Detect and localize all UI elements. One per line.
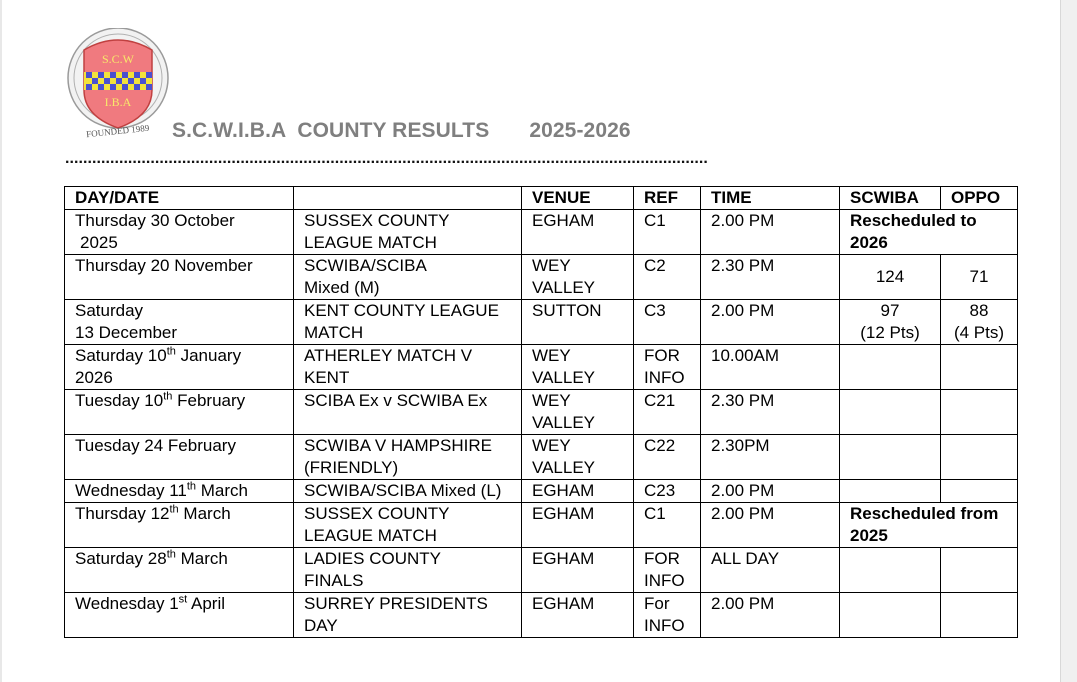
note-cell: Rescheduled from 2025: [840, 503, 1018, 548]
page-title: [172, 119, 631, 143]
date-cell: Thursday 20 November: [65, 255, 294, 300]
event-cell: LADIES COUNTY FINALS: [294, 548, 522, 593]
venue-cell: WEY VALLEY: [522, 390, 634, 435]
date-cell: Saturday 28th March: [65, 548, 294, 593]
table-header-row: [65, 187, 1018, 210]
event-cell: SCWIBA/SCIBA Mixed (M): [294, 255, 522, 300]
table-row: [65, 345, 1018, 390]
time-cell: 2.00 PM: [701, 300, 840, 345]
venue-cell: SUTTON: [522, 300, 634, 345]
event-cell: SCWIBA/SCIBA Mixed (L): [294, 480, 522, 503]
event-cell: ATHERLEY MATCH V KENT: [294, 345, 522, 390]
oppo-score-cell: 71: [941, 255, 1018, 300]
date-cell: Thursday 30 October 2025: [65, 210, 294, 255]
header-venue: VENUE: [522, 187, 634, 210]
venue-cell: WEY VALLEY: [522, 435, 634, 480]
event-cell: KENT COUNTY LEAGUE MATCH: [294, 300, 522, 345]
time-cell: 2.00 PM: [701, 480, 840, 503]
venue-cell: WEY VALLEY: [522, 255, 634, 300]
header-time: TIME: [701, 187, 840, 210]
event-cell: SCWIBA V HAMPSHIRE (FRIENDLY): [294, 435, 522, 480]
date-cell: Saturday 13 December: [65, 300, 294, 345]
table-row: [65, 480, 1018, 503]
venue-cell: EGHAM: [522, 548, 634, 593]
oppo-score-cell: [941, 548, 1018, 593]
header-scwiba: SCWIBA: [840, 187, 941, 210]
club-crest-logo: [62, 28, 174, 140]
time-cell: 2.00 PM: [701, 593, 840, 638]
ref-cell: FOR INFO: [634, 345, 701, 390]
oppo-score-cell: [941, 390, 1018, 435]
oppo-score-cell: [941, 345, 1018, 390]
venue-cell: WEY VALLEY: [522, 345, 634, 390]
header-event: [294, 187, 522, 210]
time-cell: 2.30 PM: [701, 390, 840, 435]
table-row: [65, 593, 1018, 638]
scwiba-score-cell: [840, 435, 941, 480]
page-margin: [1060, 0, 1077, 682]
ref-cell: C3: [634, 300, 701, 345]
venue-cell: EGHAM: [522, 210, 634, 255]
ref-cell: C2: [634, 255, 701, 300]
scwiba-score-cell: [840, 593, 941, 638]
logo-top-text: S.C.W: [101, 52, 135, 66]
results-table: [64, 186, 1018, 638]
ref-cell: C1: [634, 503, 701, 548]
date-cell: Tuesday 24 February: [65, 435, 294, 480]
oppo-score-cell: [941, 435, 1018, 480]
ref-cell: FOR INFO: [634, 548, 701, 593]
event-cell: SUSSEX COUNTY LEAGUE MATCH: [294, 210, 522, 255]
venue-cell: EGHAM: [522, 480, 634, 503]
time-cell: 2.30PM: [701, 435, 840, 480]
oppo-score-cell: 88 (4 Pts): [941, 300, 1018, 345]
date-cell: Wednesday 1st April: [65, 593, 294, 638]
oppo-score-cell: [941, 480, 1018, 503]
oppo-score-cell: [941, 593, 1018, 638]
header-date: DAY/DATE: [65, 187, 294, 210]
table-row: [65, 503, 1018, 548]
logo-bottom-text: I.B.A: [104, 95, 132, 109]
season-text: 2025-2026: [529, 119, 631, 142]
dotted-divider: ...............................................................................................................................................: [65, 152, 708, 166]
event-cell: SCIBA Ex v SCWIBA Ex: [294, 390, 522, 435]
scwiba-score-cell: [840, 390, 941, 435]
table-row: [65, 255, 1018, 300]
ref-cell: C23: [634, 480, 701, 503]
venue-cell: EGHAM: [522, 503, 634, 548]
ref-cell: For INFO: [634, 593, 701, 638]
table-row: [65, 548, 1018, 593]
venue-cell: EGHAM: [522, 593, 634, 638]
time-cell: 2.00 PM: [701, 210, 840, 255]
date-cell: Thursday 12th March: [65, 503, 294, 548]
scwiba-score-cell: [840, 345, 941, 390]
logo-founded-text: FOUNDED 1989: [85, 122, 150, 140]
time-cell: ALL DAY: [701, 548, 840, 593]
date-cell: Saturday 10th January 2026: [65, 345, 294, 390]
event-cell: SURREY PRESIDENTS DAY: [294, 593, 522, 638]
scwiba-score-cell: 124: [840, 255, 941, 300]
event-cell: SUSSEX COUNTY LEAGUE MATCH: [294, 503, 522, 548]
time-cell: 2.00 PM: [701, 503, 840, 548]
table-row: [65, 300, 1018, 345]
time-cell: 2.30 PM: [701, 255, 840, 300]
ref-cell: C21: [634, 390, 701, 435]
time-cell: 10.00AM: [701, 345, 840, 390]
header-ref: REF: [634, 187, 701, 210]
table-row: [65, 390, 1018, 435]
date-cell: Wednesday 11th March: [65, 480, 294, 503]
title-text: S.C.W.I.B.A COUNTY RESULTS: [172, 119, 490, 142]
note-cell: Rescheduled to 2026: [840, 210, 1018, 255]
ref-cell: C1: [634, 210, 701, 255]
table-row: [65, 435, 1018, 480]
scwiba-score-cell: [840, 480, 941, 503]
scwiba-score-cell: 97 (12 Pts): [840, 300, 941, 345]
header-oppo: OPPO: [941, 187, 1018, 210]
ref-cell: C22: [634, 435, 701, 480]
date-cell: Tuesday 10th February: [65, 390, 294, 435]
scwiba-score-cell: [840, 548, 941, 593]
table-row: [65, 210, 1018, 255]
